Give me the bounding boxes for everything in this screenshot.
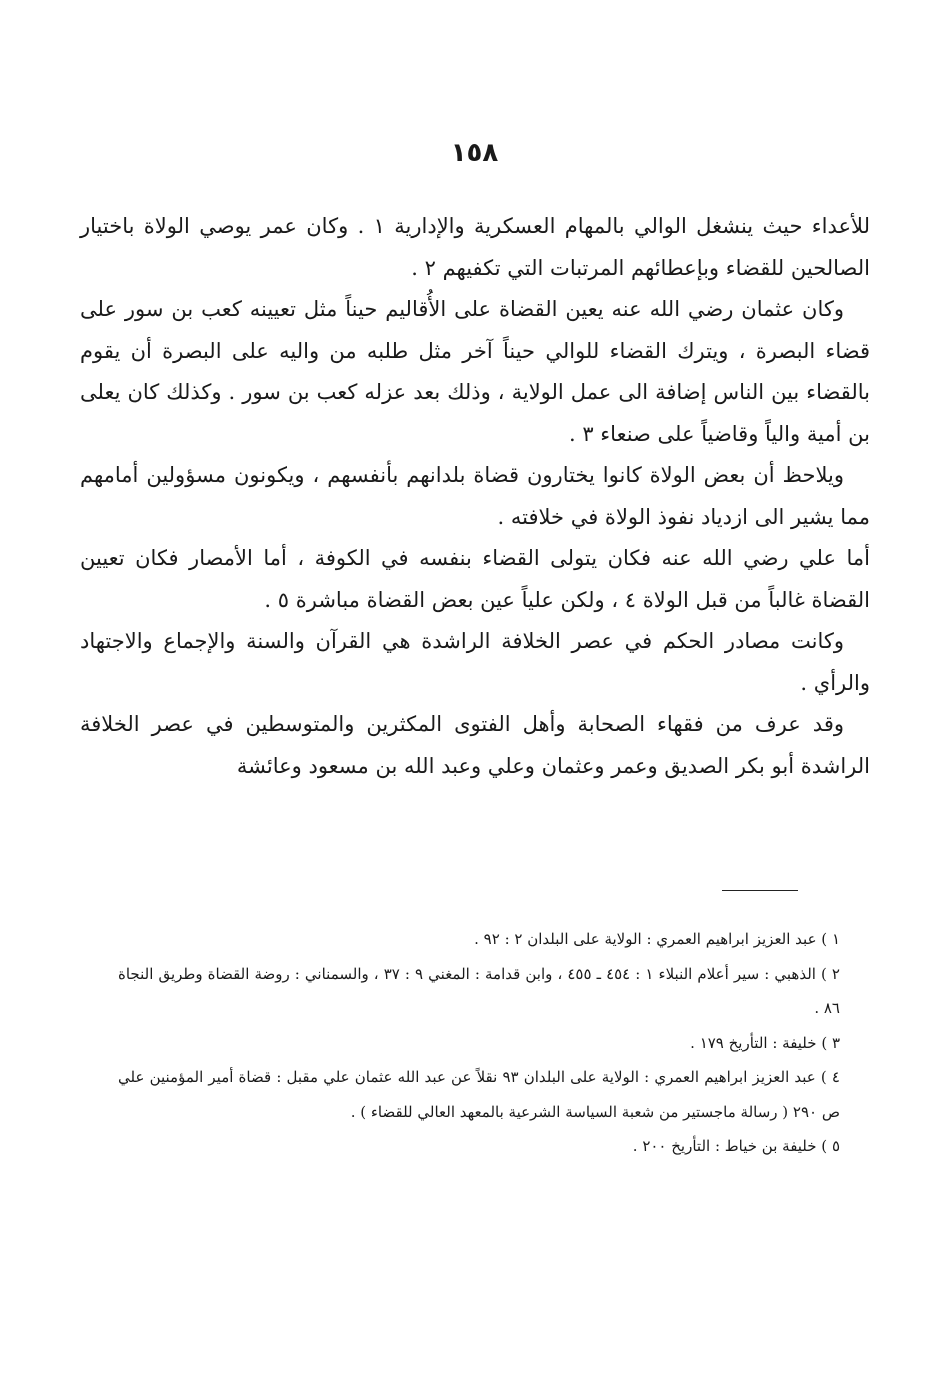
- footnote: ٢ ) الذهبي : سير أعلام النبلاء ١ : ٤٥٤ ـ ٤٥٥ ، وابن قدامة : المغني ٩ : ٣٧ ، والسمناني : روضة القضاة وطريق النجاة ٨٦ .: [118, 964, 840, 1017]
- paragraph: وكانت مصادر الحكم في عصر الخلافة الراشدة هي القرآن والسنة والإجماع والاجتهاد والرأي .: [80, 629, 870, 695]
- paragraph: وكان عثمان رضي الله عنه يعين القضاة على الأُقاليم حيناً مثل تعيينه كعب بن سور على قضاء البصرة ، ويترك القضاء للوالي حيناً آخر مثل طلبه من واليه على البصرة أن يقوم بالقضاء بين الناس إضافة الى عمل الولاية ، وذلك بعد عزله كعب بن سور . وكذلك كان يعلى بن أمية والياً وقاضياً على صنعاء ٣ .: [80, 297, 870, 446]
- footnote: ٥ ) خليفة بن خياط : التأريخ ٢٠٠ .: [632, 1137, 840, 1155]
- footnote: ١ ) عبد العزيز ابراهيم العمري : الولاية على البلدان ٢ : ٩٢ .: [474, 930, 840, 948]
- main-text: [80, 206, 870, 787]
- page-number: ١٥٨: [450, 138, 499, 168]
- footnote: ٤ ) عبد العزيز ابراهيم العمري : الولاية على البلدان ٩٣ نقلاً عن عبد الله عثمان علي مقبل : قضاة أمير المؤمنين علي ص ٢٩٠ ( رسالة ماجستير من شعبة السياسة الشرعية بالمعهد العالي للقضاء ) .: [118, 1068, 840, 1121]
- paragraph: للأعداء حيث ينشغل الوالي بالمهام العسكرية والإدارية ١ . وكان عمر يوصي الولاة باختيار الصالحين للقضاء وبإعطائهم المرتبات التي تكفيهم ٢ .: [80, 214, 870, 280]
- footnotes: [118, 922, 840, 1164]
- footnote: ٣ ) خليفة : التأريخ ١٧٩ .: [690, 1033, 840, 1052]
- paragraph: أما علي رضي الله عنه فكان يتولى القضاء بنفسه في الكوفة ، أما الأمصار فكان تعيين القضاة غالباً من قبل الولاة ٤ ، ولكن علياً عين بعض القضاة مباشرة ٥ .: [80, 546, 870, 612]
- footnote-separator: [722, 890, 798, 891]
- paragraph: وقد عرف من فقهاء الصحابة وأهل الفتوى المكثرين والمتوسطين في عصر الخلافة الراشدة أبو بكر الصديق وعمر وعثمان وعلي وعبد الله بن مسعود وعائشة: [80, 712, 870, 778]
- paragraph: ويلاحظ أن بعض الولاة كانوا يختارون قضاة بلدانهم بأنفسهم ، ويكونون مسؤولين أمامهم مما يشير الى ازدياد نفوذ الولاة في خلافته .: [80, 463, 870, 529]
